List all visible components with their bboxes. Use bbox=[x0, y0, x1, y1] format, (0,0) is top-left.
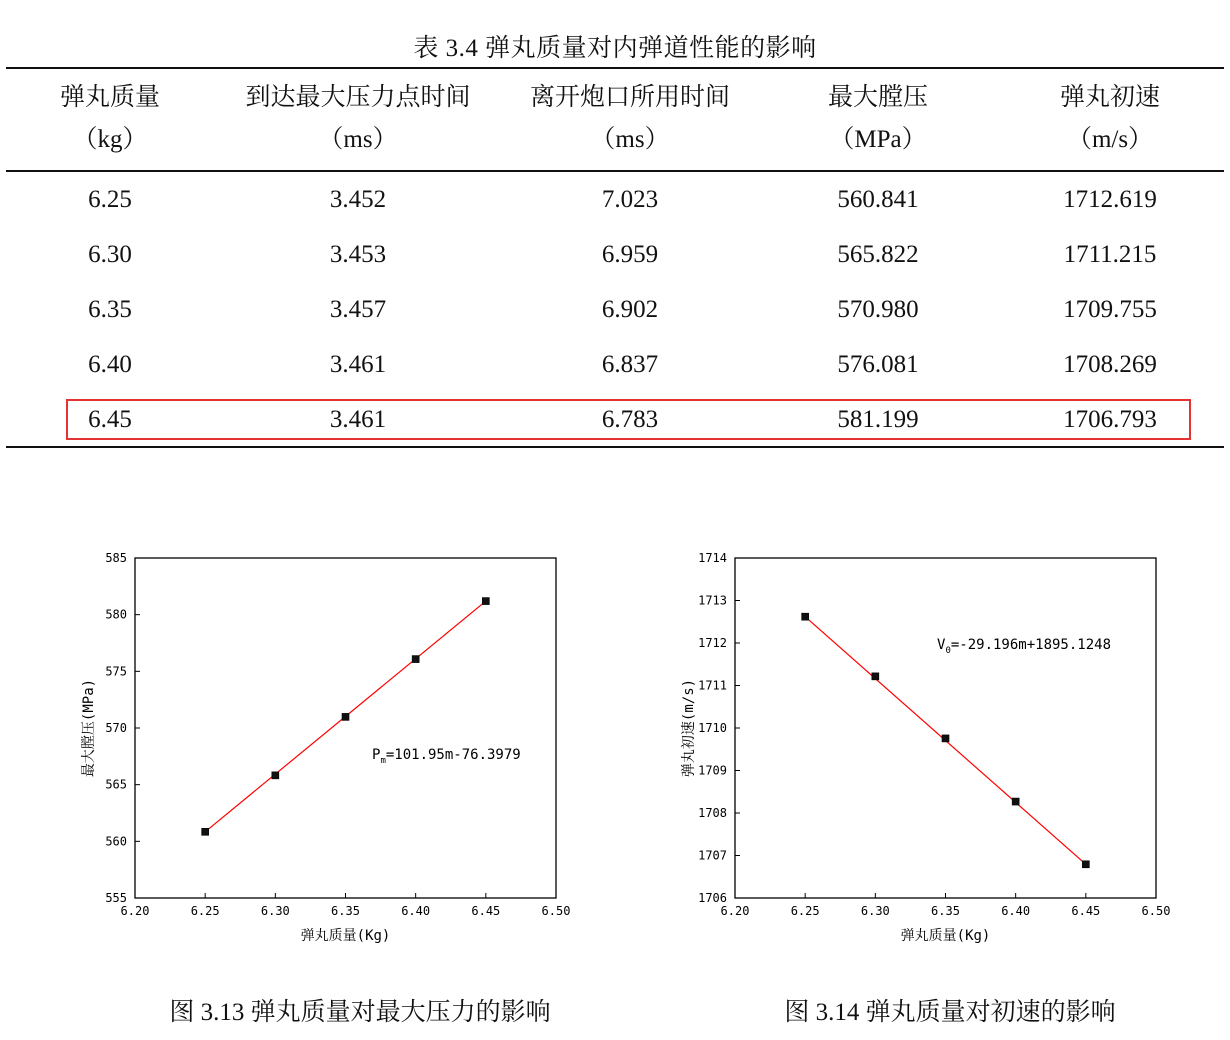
equation-rest: =101.95m-76.3979 bbox=[385, 747, 521, 763]
plot-frame bbox=[135, 558, 556, 898]
data-point bbox=[942, 735, 949, 742]
table-cell: 6.959 bbox=[601, 241, 659, 268]
y-tick-label: 1706 bbox=[698, 891, 727, 905]
x-tick-label: 6.25 bbox=[190, 904, 220, 918]
column-header-unit: （m/s） bbox=[1066, 126, 1154, 153]
table-cell: 6.837 bbox=[601, 351, 659, 378]
y-tick-label: 1713 bbox=[698, 593, 727, 608]
table-top-rule bbox=[6, 67, 1224, 69]
x-tick-label: 6.45 bbox=[471, 904, 501, 918]
column-header-name: 最大膛压 bbox=[827, 84, 928, 111]
table-cell: 1706.793 bbox=[1063, 406, 1157, 433]
table-cell: 6.783 bbox=[601, 406, 659, 433]
table-cell: 1709.755 bbox=[1063, 296, 1157, 323]
x-tick-label: 6.40 bbox=[1001, 904, 1031, 918]
fit-equation bbox=[372, 747, 521, 766]
data-point bbox=[272, 772, 279, 779]
y-tick-label: 1714 bbox=[698, 551, 727, 565]
column-header-unit: （ms） bbox=[318, 126, 398, 153]
y-tick-label: 1711 bbox=[698, 678, 727, 693]
data-point bbox=[412, 656, 419, 663]
x-tick-label: 6.35 bbox=[931, 904, 960, 918]
table-cell: 6.40 bbox=[88, 351, 132, 378]
table-cell: 3.461 bbox=[329, 406, 387, 433]
equation-subscript: 0 bbox=[945, 646, 951, 656]
y-tick-label: 1707 bbox=[698, 848, 727, 863]
x-tick-label: 6.40 bbox=[401, 904, 431, 918]
table-cell: 570.980 bbox=[837, 296, 919, 323]
table-cell: 581.199 bbox=[837, 406, 919, 433]
data-point bbox=[202, 828, 209, 835]
x-tick-label: 6.50 bbox=[1141, 904, 1171, 918]
table-cell: 560.841 bbox=[837, 186, 919, 213]
x-tick-label: 6.30 bbox=[860, 904, 890, 918]
table-cell: 3.453 bbox=[329, 241, 387, 268]
column-header-unit: （ms） bbox=[590, 126, 670, 153]
y-tick-label: 555 bbox=[105, 891, 127, 905]
equation-subscript: m bbox=[380, 756, 386, 766]
y-tick-label: 1708 bbox=[698, 806, 727, 820]
column-header-name: 弹丸初速 bbox=[1059, 84, 1160, 111]
column-header-name: 弹丸质量 bbox=[59, 84, 160, 111]
y-tick-label: 585 bbox=[105, 551, 127, 565]
x-axis-label: 弹丸质量(Kg) bbox=[900, 928, 991, 944]
equation-var: V bbox=[937, 637, 946, 653]
y-axis-label: 弹丸初速(m/s) bbox=[681, 678, 697, 778]
column-header-unit: （kg） bbox=[72, 126, 148, 153]
table-cell: 6.902 bbox=[601, 296, 659, 323]
figure-caption-velocity: 图 3.14 弹丸质量对初速的影响 bbox=[784, 999, 1116, 1026]
table-cell: 3.457 bbox=[329, 296, 387, 323]
y-tick-label: 575 bbox=[105, 664, 127, 679]
x-tick-label: 6.30 bbox=[260, 904, 290, 918]
table-caption: 表 3.4 弹丸质量对内弹道性能的影响 bbox=[413, 35, 817, 62]
y-tick-label: 560 bbox=[105, 834, 127, 849]
x-tick-label: 6.25 bbox=[790, 904, 820, 918]
y-tick-label: 580 bbox=[105, 607, 127, 622]
table-header-rule bbox=[6, 170, 1224, 172]
data-point bbox=[342, 713, 349, 720]
x-tick-label: 6.50 bbox=[541, 904, 571, 918]
y-axis-label: 最大膛压(MPa) bbox=[81, 678, 97, 778]
table-cell: 1711.215 bbox=[1063, 241, 1157, 268]
y-tick-label: 570 bbox=[105, 721, 127, 735]
plot-frame bbox=[735, 558, 1156, 898]
table-bottom-rule bbox=[6, 446, 1224, 448]
muzzle-velocity-chart bbox=[670, 540, 1190, 960]
x-tick-label: 6.20 bbox=[120, 904, 150, 918]
table-cell: 576.081 bbox=[837, 351, 919, 378]
figure-caption-pressure: 图 3.13 弹丸质量对最大压力的影响 bbox=[169, 999, 551, 1026]
data-point bbox=[872, 673, 879, 680]
table-cell: 6.35 bbox=[88, 296, 132, 323]
table-cell: 6.30 bbox=[88, 241, 132, 268]
table-cell: 565.822 bbox=[837, 241, 919, 268]
x-axis-label: 弹丸质量(Kg) bbox=[300, 928, 391, 944]
equation-rest: =-29.196m+1895.1248 bbox=[950, 637, 1112, 653]
table-cell: 3.461 bbox=[329, 351, 387, 378]
column-header-unit: （MPa） bbox=[829, 126, 927, 153]
data-point bbox=[1082, 861, 1089, 868]
table-cell: 1712.619 bbox=[1063, 186, 1157, 213]
data-point bbox=[1012, 798, 1019, 805]
data-point bbox=[802, 613, 809, 620]
table-cell: 6.25 bbox=[88, 186, 132, 213]
y-tick-label: 565 bbox=[105, 777, 127, 792]
highlight-row-box bbox=[66, 399, 1191, 440]
table-cell: 7.023 bbox=[601, 186, 659, 213]
y-tick-label: 1710 bbox=[698, 721, 727, 735]
table-cell: 6.45 bbox=[88, 406, 132, 433]
table-cell: 1708.269 bbox=[1063, 351, 1157, 378]
column-header-name: 到达最大压力点时间 bbox=[245, 84, 471, 111]
x-tick-label: 6.45 bbox=[1071, 904, 1101, 918]
max-pressure-chart bbox=[70, 540, 590, 960]
column-header-name: 离开炮口所用时间 bbox=[529, 84, 730, 111]
table-cell: 3.452 bbox=[329, 186, 387, 213]
y-tick-label: 1709 bbox=[698, 763, 727, 778]
equation-var: P bbox=[372, 747, 381, 763]
x-tick-label: 6.20 bbox=[720, 904, 750, 918]
data-point bbox=[482, 598, 489, 605]
y-tick-label: 1712 bbox=[698, 636, 727, 650]
x-tick-label: 6.35 bbox=[331, 904, 360, 918]
fit-equation bbox=[937, 637, 1111, 656]
